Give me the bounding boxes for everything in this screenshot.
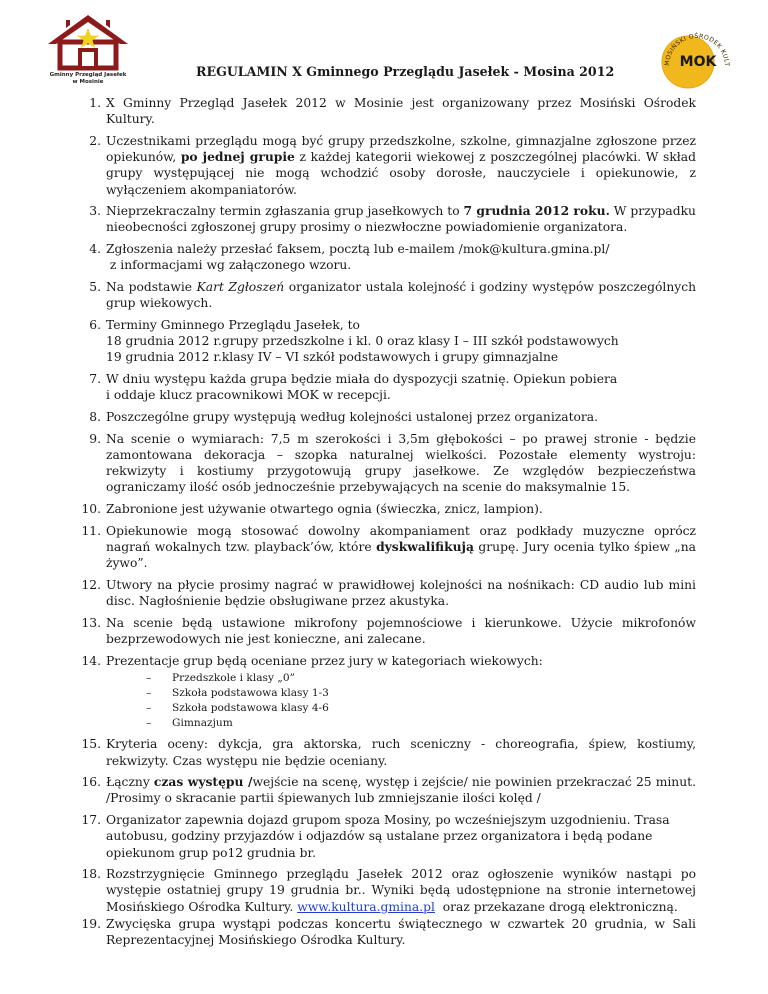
rule-number: 7.	[89, 372, 101, 387]
rule-text: autobusu, godziny przyjazdów i odjazdów są ustalane przez organizatora i będą podane	[106, 829, 653, 844]
rule-number: 19.	[81, 916, 101, 931]
festival-logo	[44, 12, 132, 90]
rule-item	[78, 133, 696, 198]
rule-number: 10.	[81, 501, 101, 516]
logo-caption-line1: Gminny Przegląd Jasełek	[49, 72, 127, 78]
rule-number: 11.	[81, 523, 101, 538]
rule-text: Uczestnikami przeglądu mogą być grupy przedszkolne, szkolne, gimnazjalne zgłoszone przez opiekunów,	[106, 133, 696, 165]
logo-ring-text: MOSIŃSKI OŚRODEK KULT	[663, 32, 731, 67]
rule-item	[78, 279, 696, 311]
rule-text: opiekunom grup po12 grudnia br.	[106, 845, 316, 860]
rule-item	[78, 95, 696, 127]
rule-item	[78, 203, 696, 235]
rule-number: 13.	[81, 615, 101, 630]
category-label: Przedszkole i klasy „0”	[172, 671, 295, 684]
rule-text: Na scenie o wymiarach: 7,5 m szerokości i 3,5m głębokości – po prawej stronie - będzie zamontowana dekoracja – szopka naturalnej wielkości. Pozostałe elementy wystroju: rekwizyty i kostiumy przygotowują grupy jasełkowe. Ze względów bezpieczeństwa ograniczamy ilość osób jednocześnie przebywających na scenie do maksymalnie 15.	[106, 431, 696, 495]
category-label: Gimnazjum	[172, 716, 233, 729]
rule-text: Zgłoszenia należy przesłać faksem, pocztą lub e-mailem /mok@kultura.gmina.pl/	[106, 242, 610, 257]
rule-item	[78, 409, 696, 425]
rule-item	[78, 774, 696, 806]
rule-text: Rozstrzygnięcie Gminnego przeglądu Jasełek 2012 oraz ogłoszenie wyników nastąpi po występie ostatniej grupy 19 grudnia br.. Wyniki będą udostępnione na stronie internetowej Mosińskiego Ośrodka Kultury.	[106, 867, 696, 914]
rule-number: 17.	[81, 813, 101, 828]
age-category	[146, 671, 696, 686]
rule-number: 14.	[81, 653, 101, 668]
rule-text: Nieprzekraczalny termin zgłaszania grup jasełkowych to	[106, 204, 464, 219]
rule-item	[78, 431, 696, 496]
rule-number: 5.	[89, 280, 101, 295]
mok-logo	[658, 22, 736, 100]
rule-item	[78, 866, 696, 915]
age-category	[146, 716, 696, 731]
rule-text: i oddaje klucz pracownikowi MOK w recepcji.	[106, 388, 391, 403]
rule-number: 12.	[81, 577, 101, 592]
rule-text: Terminy Gminnego Przeglądu Jasełek, to	[106, 317, 360, 332]
rule-text: Na podstawie	[106, 280, 197, 295]
rule-text: Zwycięska grupa wystąpi podczas koncertu świątecznego w czwartek 20 grudnia, w Sali Reprezentacyjnej Mosińskiego Ośrodka Kultury.	[106, 916, 696, 948]
rule-text: oraz przekazane drogą elektroniczną.	[434, 899, 678, 914]
rule-item	[78, 317, 696, 366]
dash-icon: –	[146, 701, 152, 714]
category-label: Szkoła podstawowa klasy 1-3	[172, 686, 329, 699]
rule-item	[78, 577, 696, 609]
rule-item	[78, 371, 696, 403]
rule-item	[78, 615, 696, 647]
rule-text: wejście na scenę, występ i zejście/ nie powinien przekraczać 25 minut. /Prosimy o skracanie partii śpiewanych lub zmniejszanie ilości kolęd /	[106, 775, 696, 806]
rule-number: 16.	[81, 775, 101, 790]
rule-bold-text: po jednej grupie	[180, 149, 295, 165]
rule-number: 6.	[89, 317, 101, 332]
dash-icon: –	[146, 686, 152, 699]
page-title: REGULAMIN X Gminnego Przeglądu Jasełek - Mosina 2012	[196, 64, 615, 79]
rule-number: 3.	[89, 204, 101, 219]
rule-text: organizator ustala kolejność i godziny występów poszczególnych grup wiekowych.	[106, 280, 696, 311]
rule-number: 18.	[81, 867, 101, 882]
rule-number: 4.	[89, 242, 101, 257]
rule-item	[78, 736, 696, 768]
rule-italic-text: Kart Zgłoszeń	[196, 280, 285, 295]
logo-mok-text: MOK	[679, 54, 717, 70]
deadline-date: 7 grudnia 2012 roku.	[463, 203, 610, 219]
age-category-list	[146, 671, 696, 731]
rule-text: Organizator zapewnia dojazd grupom spoza Mosiny, po wcześniejszym uzgodnieniu. Trasa	[106, 813, 670, 828]
rule-text: Poszczególne grupy występują według kolejności ustalonej przez organizatora.	[106, 409, 599, 424]
rule-text: 18 grudnia 2012 r.grupy przedszkolne i kl. 0 oraz klasy I – III szkół podstawowych	[106, 334, 619, 349]
rule-bold-text: czas występu /	[153, 774, 253, 790]
rule-text: Utwory na płycie prosimy nagrać w prawidłowej kolejności na nośnikach: CD audio lub mini disc. Nagłośnienie będzie obsługiwane przez akustyka.	[106, 577, 696, 608]
rule-text: W dniu występu każda grupa będzie miała do dyspozycji szatnię. Opiekun pobiera	[106, 372, 618, 387]
logo-caption-line2: w Mosinie	[72, 79, 104, 85]
rule-item	[78, 916, 696, 948]
rule-text: W przypadku nieobecności zgłoszonej grupy prosimy o niezwłoczne powiadomienie organizatora.	[106, 204, 696, 235]
rule-text: Łączny	[106, 775, 154, 790]
rule-text: Kryteria oceny: dykcja, gra aktorska, ruch sceniczny - choreografia, śpiew, kostiumy, rekwizyty. Czas występu nie będzie oceniany.	[106, 737, 696, 768]
dash-icon: –	[146, 671, 152, 684]
mok-badge-icon	[658, 22, 736, 100]
age-category	[146, 686, 696, 701]
rule-text: Prezentacje grup będą oceniane przez jury w kategoriach wiekowych:	[106, 653, 543, 668]
rule-item	[78, 523, 696, 572]
rule-bold-text: dyskwalifikują	[376, 538, 474, 554]
rule-text: X Gminny Przegląd Jasełek 2012 w Mosinie jest organizowany przez Mosiński Ośrodek Kultury.	[106, 96, 696, 127]
rule-text: Zabronione jest używanie otwartego ognia (świeczka, znicz, lampion).	[106, 501, 543, 516]
rule-number: 15.	[81, 737, 101, 752]
rule-item	[78, 241, 696, 273]
rule-text: grupę. Jury ocenia tylko śpiew „na żywo”.	[106, 539, 697, 571]
rule-number: 8.	[89, 409, 101, 424]
rule-item	[78, 653, 696, 731]
house-star-icon	[44, 12, 132, 74]
rule-item	[78, 501, 696, 517]
rule-text: Na scenie będą ustawione mikrofony pojemnościowe i kierunkowe. Użycie mikrofonów bezprzewodowych nie jest konieczne, ani zalecane.	[106, 615, 696, 646]
rule-text: 19 grudnia 2012 r.klasy IV – VI szkół podstawowych i grupy gimnazjalne	[106, 350, 559, 365]
rule-item	[78, 812, 696, 861]
age-category	[146, 701, 696, 716]
rule-text: Opiekunowie mogą stosować dowolny akompaniament oraz podkłady muzyczne oprócz nagrań wokalnych tzw. playback’ów, które	[106, 523, 696, 554]
rules-list	[78, 95, 696, 954]
rule-text: z informacjami wg załączonego wzoru.	[106, 258, 352, 273]
rule-number: 1.	[89, 96, 101, 110]
rule-number: 9.	[89, 431, 101, 446]
rule-text: z każdej kategorii wiekowej z poszczególnej placówki. W skład grupy występującej nie mogą wchodzić osoby dorosłe, nauczyciele i opiekunowie, z wyłączeniem akompaniatorów.	[106, 150, 696, 197]
rule-number: 2.	[89, 133, 101, 148]
website-link[interactable]: www.kultura.gmina.pl	[297, 899, 435, 914]
category-label: Szkoła podstawowa klasy 4-6	[172, 701, 329, 714]
dash-icon: –	[146, 716, 152, 729]
